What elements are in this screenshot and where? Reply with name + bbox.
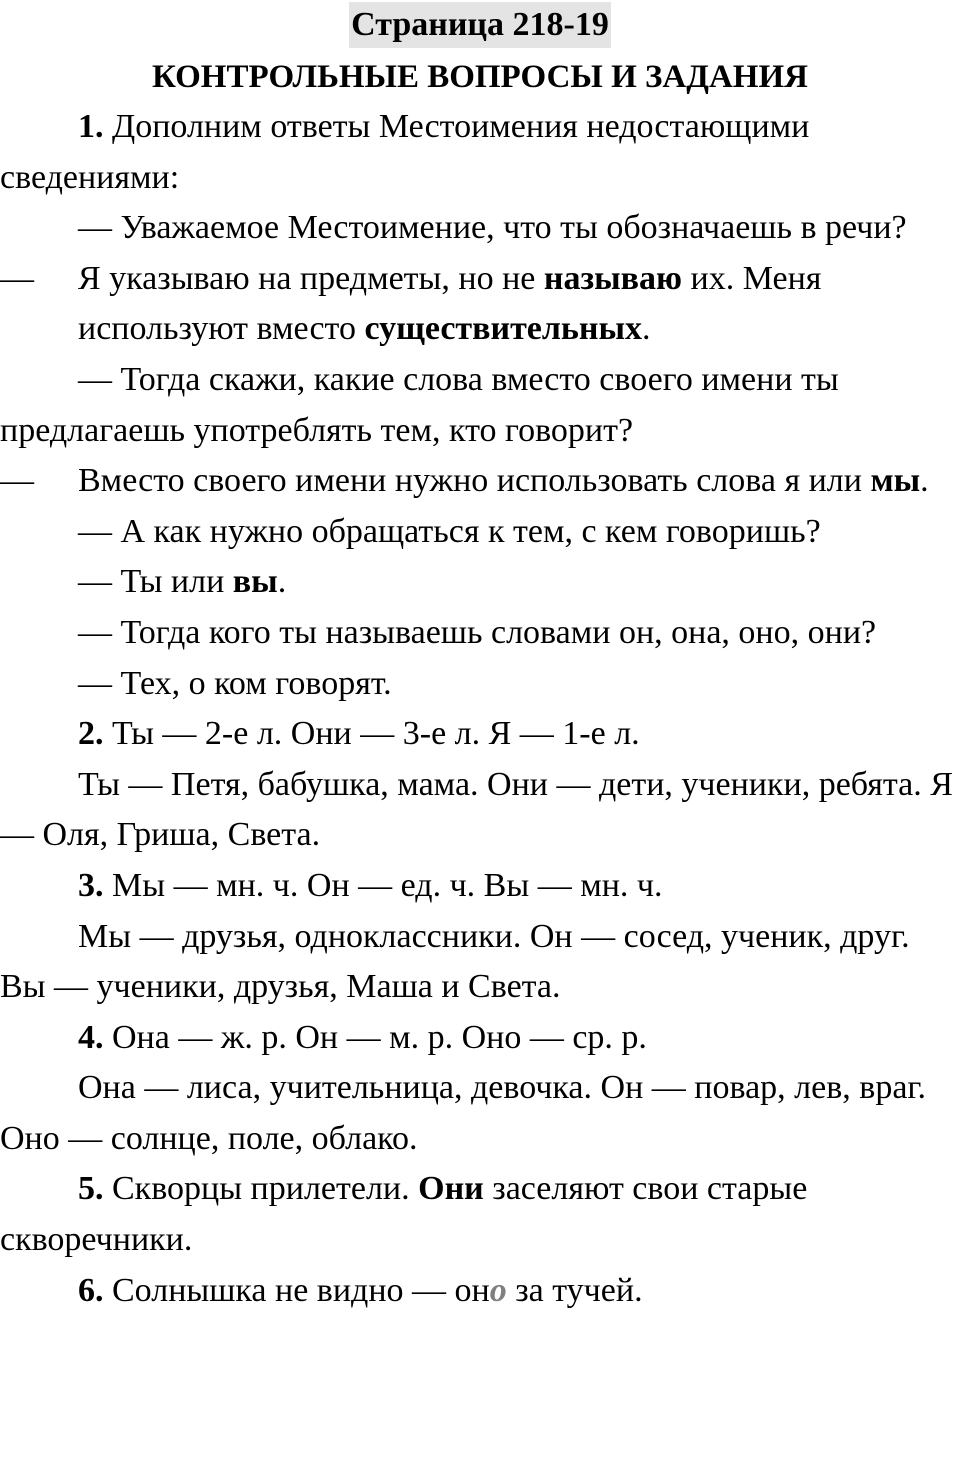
task-5-line	[0, 1164, 960, 1265]
page-header	[0, 0, 960, 52]
task-text: Дополним ответы Местоимения недостающими сведениями:	[0, 108, 810, 196]
dialogue-answer: — Тех, о ком говорят.	[78, 664, 392, 702]
task-6-line	[0, 1266, 960, 1317]
bold-word: мы	[870, 462, 921, 500]
bold-word: Они	[418, 1170, 484, 1208]
task-text: Солнышка не видно — он	[103, 1271, 490, 1309]
dash: —	[0, 259, 34, 297]
dialogue-question: — Тогда скажи, какие слова вместо своего имени ты предлагаешь употреблять тем, кто говорит?	[0, 360, 839, 449]
section-title: КОНТРОЛЬНЫЕ ВОПРОСЫ И ЗАДАНИЯ	[152, 59, 808, 95]
task-text: Мы — мн. ч. Он — ед. ч. Вы — мн. ч.	[103, 866, 663, 904]
answer-text: .	[277, 563, 287, 601]
dialogue-answer	[0, 557, 960, 608]
task-number: 2.	[78, 715, 104, 753]
answer-text: их. Меня используют вместо	[78, 259, 822, 348]
dialogue-question: — Уважаемое Местоимение, что ты обозначаешь в речи?	[78, 209, 907, 247]
task-number: 3.	[78, 866, 104, 904]
answer-text: Вместо своего имени нужно использовать слова я или	[78, 462, 871, 500]
task-text: Ты — 2-е л. Они — 3-е л. Я — 1-е л.	[103, 715, 640, 753]
dialogue-question: — А как нужно обращаться к тем, с кем говоришь?	[78, 512, 821, 550]
task-text: Она — ж. р. Он — м. р. Оно — ср. р.	[103, 1018, 647, 1056]
bold-word: существительных	[364, 310, 643, 348]
dialogue-answer	[0, 456, 960, 507]
task-1-intro	[0, 102, 960, 203]
task-number: 6.	[78, 1271, 104, 1309]
page-number-label: Страница 218-19	[349, 2, 611, 48]
highlighted-ending: о	[489, 1271, 507, 1309]
task-text: за тучей.	[506, 1271, 643, 1309]
task-4-line	[0, 1013, 960, 1064]
task-number: 1.	[78, 108, 104, 145]
answer-text: .	[642, 310, 651, 348]
task-3-examples: Мы — друзья, одноклассники. Он — сосед, ученик, друг. Вы — ученики, друзья, Маша и Света.	[0, 917, 910, 1006]
task-number: 4.	[78, 1018, 104, 1056]
task-4-examples: Она — лиса, учительница, девочка. Он — повар, лев, враг. Оно — солнце, поле, облако.	[0, 1069, 927, 1157]
bold-word: вы	[232, 563, 278, 601]
task-text: Скворцы прилетели.	[103, 1170, 419, 1208]
dialogue-question: — Тогда кого ты называешь словами он, она, оно, они?	[78, 613, 877, 651]
answer-text: Я указываю на предметы, но не	[78, 259, 544, 297]
task-3-line	[0, 861, 960, 912]
task-number: 5.	[78, 1170, 104, 1208]
task-2-examples: Ты — Петя, бабушка, мама. Они — дети, ученики, ребята. Я — Оля, Гриша, Света.	[0, 765, 953, 854]
dash: —	[0, 462, 34, 500]
task-text: заселяют свои старые скворечники.	[0, 1170, 808, 1259]
answer-text: .	[920, 462, 929, 500]
answer-text: — Ты или	[78, 563, 233, 601]
task-2-line	[0, 709, 960, 760]
dialogue-answer	[0, 254, 960, 355]
bold-word: называю	[543, 259, 683, 297]
document-body	[0, 102, 960, 1316]
